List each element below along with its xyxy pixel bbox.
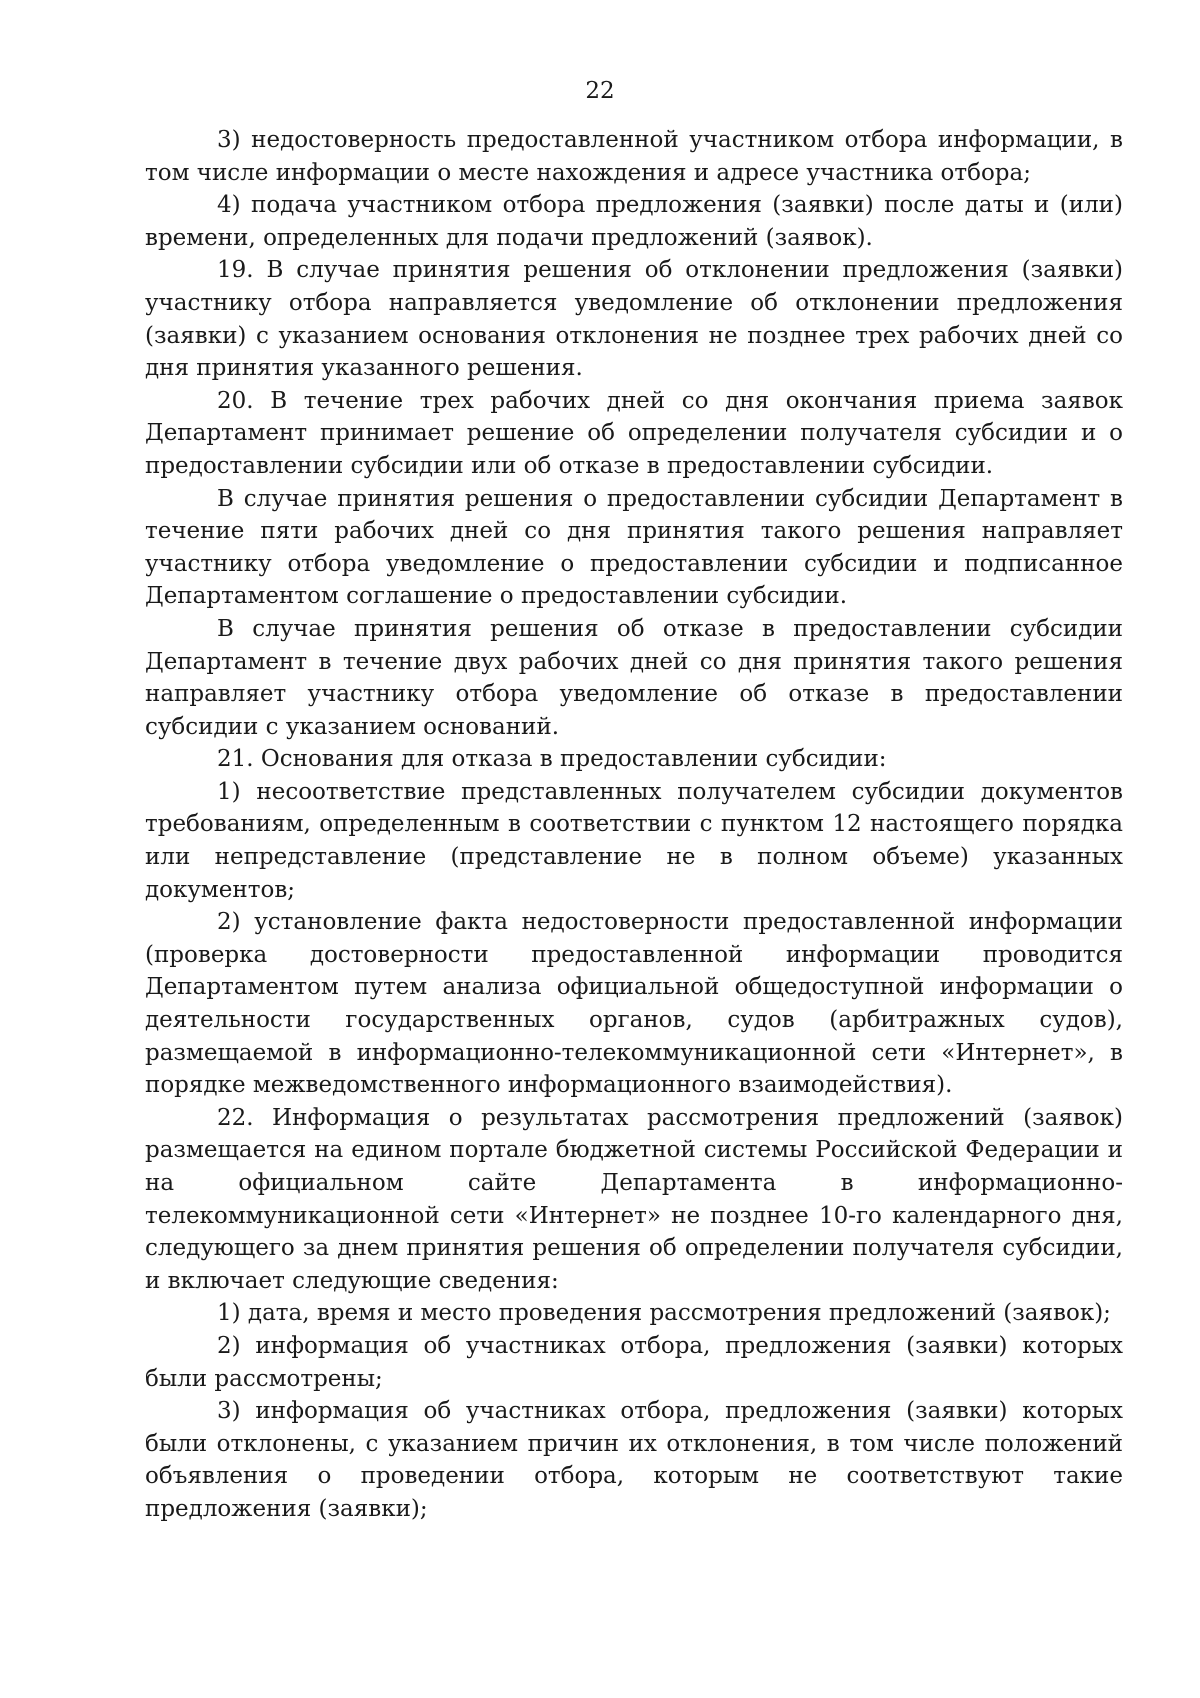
page-number: 22 <box>585 78 615 104</box>
paragraph-ground-1: 1) несоответствие представленных получателем субсидии документов требованиям, определенным в соответствии с пунктом 12 настоящего порядка или непредставление (представление не в полном объеме) указанных документов; <box>145 778 1123 903</box>
paragraph-info-item-3: 3) информация об участниках отбора, предложения (заявки) которых были отклонены, с указанием причин их отклонения, в том числе положений объявления о проведении отбора, которым не соответствуют такие предложения (заявки); <box>145 1398 1123 1522</box>
paragraph-clause-21: 21. Основания для отказа в предоставлении субсидии: <box>217 746 887 773</box>
paragraph-clause-19: 19. В случае принятия решения об отклонении предложения (заявки) участнику отбора направляется уведомление об отклонении предложения (заявки) с указанием основания отклонения не позднее трех рабочих дней со дня принятия указанного решения. <box>145 257 1123 382</box>
paragraph-info-item-1: 1) дата, время и место проведения рассмотрения предложений (заявок); <box>217 1300 1111 1327</box>
paragraph-grant-decision: В случае принятия решения о предоставлении субсидии Департамент в течение пяти рабочих дней со дня принятия такого решения направляет участнику отбора уведомление о предоставлении субсидии и подписанное Департаментом соглашение о предоставлении субсидии. <box>145 485 1123 610</box>
paragraph-clause-22: 22. Информация о результатах рассмотрения предложений (заявок) размещается на едином портале бюджетной системы Российской Федерации и на официальном сайте Департамента в информационно-телекоммуникационной сети «Интернет» не позднее 10-го календарного дня, следующего за днем принятия решения об определении получателя субсидии, и включает следующие сведения: <box>145 1104 1123 1294</box>
paragraph-refusal-decision: В случае принятия решения об отказе в предоставлении субсидии Департамент в течение двух рабочих дней со дня принятия такого решения направляет участнику отбора уведомление об отказе в предоставлении субсидии с указанием оснований. <box>145 615 1123 740</box>
paragraph-info-item-2: 2) информация об участниках отбора, предложения (заявки) которых были рассмотрены; <box>145 1332 1123 1392</box>
paragraph-clause-20: 20. В течение трех рабочих дней со дня окончания приема заявок Департамент принимает решение об определении получателя субсидии и о предоставлении субсидии или об отказе в предоставлении субсидии. <box>145 387 1123 479</box>
paragraph-item-4-late-submission: 4) подача участником отбора предложения (заявки) после даты и (или) времени, определенных для подачи предложений (заявок). <box>145 192 1123 251</box>
document-body <box>145 124 1123 1526</box>
paragraph-ground-2: 2) установление факта недостоверности предоставленной информации (проверка достоверности предоставленной информации проводится Департаментом путем анализа официальной общедоступной информации о деятельности государственных органов, судов (арбитражных судов), размещаемой в информационно-телекоммуникационной сети «Интернет», в порядке межведомственного информационного взаимодействия). <box>145 909 1123 1099</box>
paragraph-item-3-inaccuracy: 3) недостоверность предоставленной участником отбора информации, в том числе информации о месте нахождения и адресе участника отбора; <box>145 127 1123 186</box>
